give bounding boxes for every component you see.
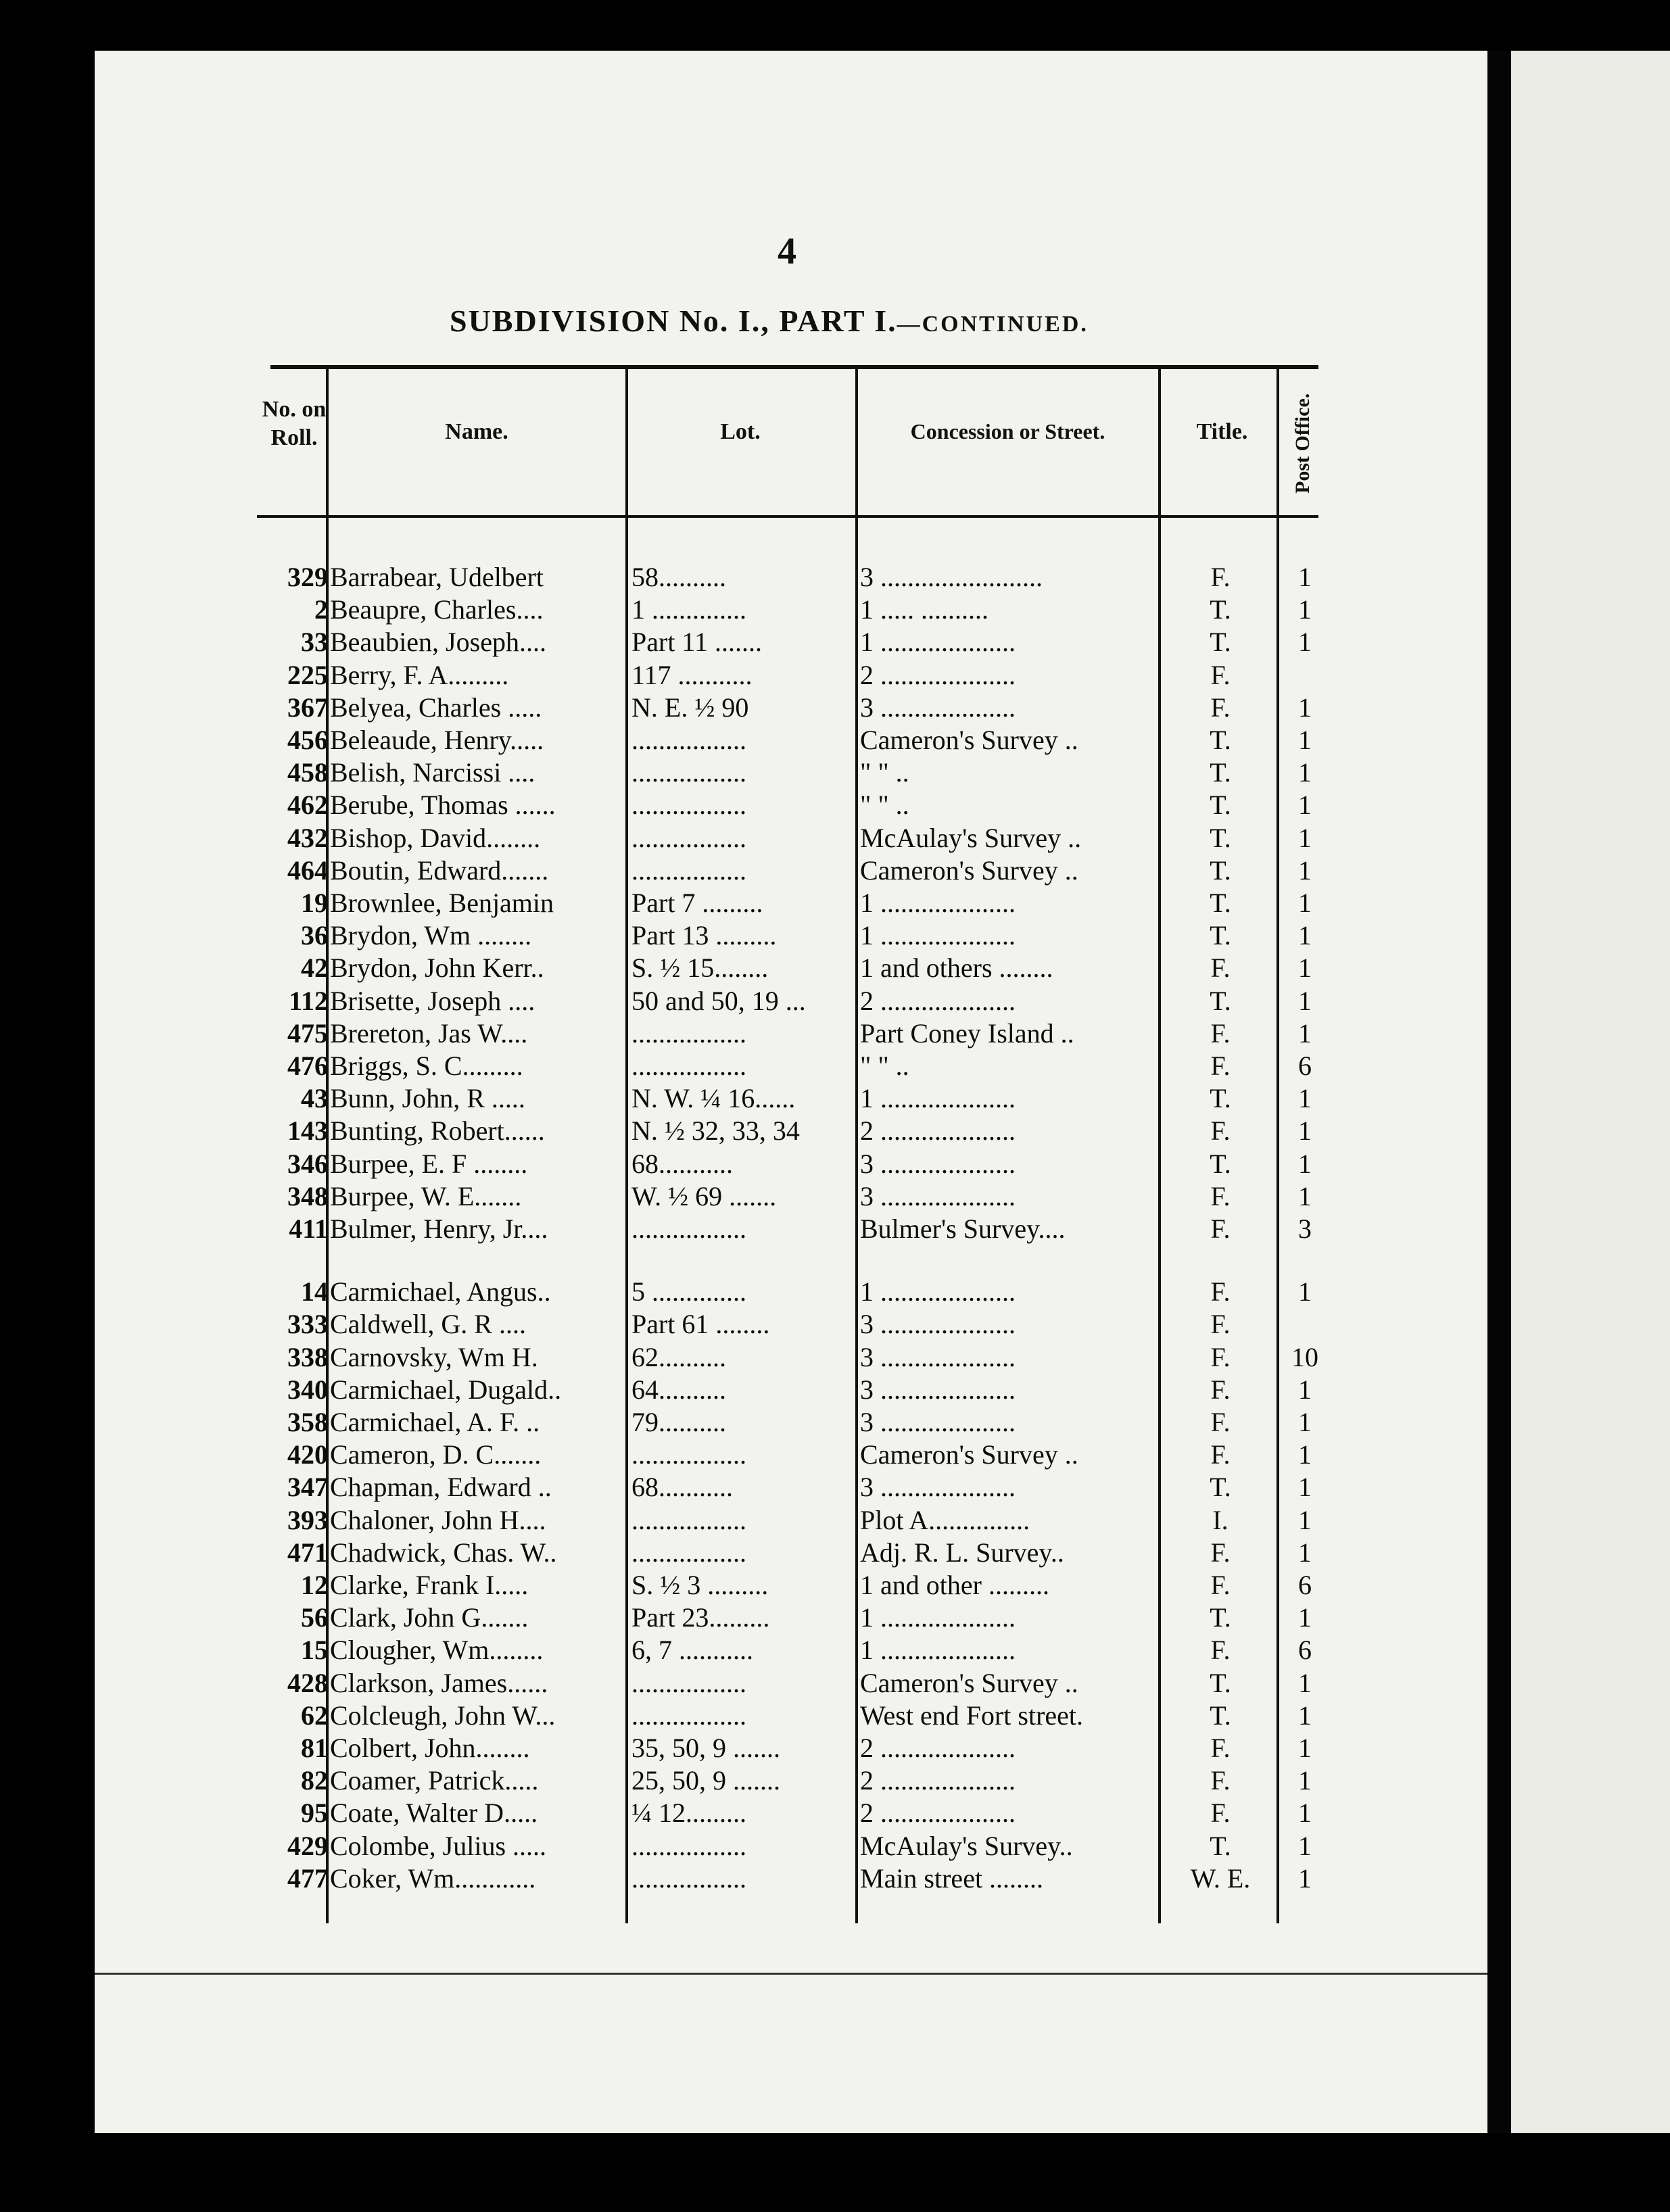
- elector-name: Boutin, Edward.......: [330, 855, 549, 886]
- title-cell: F.: [1210, 1570, 1231, 1600]
- elector-name: Coamer, Patrick.....: [330, 1765, 539, 1796]
- post-office-cell: 1: [1298, 953, 1312, 984]
- title-cell: F.: [1210, 1115, 1231, 1147]
- column-divider: [1158, 368, 1161, 1923]
- concession-cell: West end Fort street.: [860, 1700, 1084, 1731]
- header-concession: Concession or Street.: [910, 419, 1105, 443]
- title-cell: F.: [1210, 1180, 1231, 1211]
- title-cell: F.: [1210, 1798, 1231, 1829]
- lot-cell: 68...........: [631, 1148, 733, 1179]
- elector-name: Burpee, E. F ........: [330, 1148, 528, 1179]
- roll-number: 367: [287, 692, 328, 723]
- title-cell: F.: [1210, 692, 1231, 723]
- post-office-cell: 1: [1298, 1115, 1312, 1147]
- title-cell: F.: [1210, 1374, 1231, 1405]
- post-office-cell: 1: [1298, 1083, 1312, 1114]
- post-office-cell: 1: [1298, 757, 1312, 788]
- concession-cell: 1 ....................: [860, 920, 1016, 951]
- concession-cell: 3 ........................: [860, 562, 1043, 592]
- post-office-cell: 1: [1298, 1830, 1312, 1861]
- title-cell: F.: [1210, 1213, 1231, 1244]
- concession-cell: 2 ....................: [860, 1798, 1016, 1829]
- roll-number: 15: [301, 1635, 328, 1666]
- elector-name: Beaupre, Charles....: [330, 594, 544, 625]
- post-office-cell: 1: [1298, 1472, 1312, 1503]
- post-office-cell: 1: [1298, 1148, 1312, 1179]
- title-cell: T.: [1210, 1083, 1231, 1114]
- concession-cell: Part Coney Island ..: [860, 1017, 1074, 1049]
- elector-name: Brisette, Joseph ....: [330, 985, 535, 1016]
- elector-name: Coate, Walter D.....: [330, 1798, 538, 1829]
- elector-name: Brydon, John Kerr..: [330, 953, 544, 984]
- lot-cell: 1 ..............: [631, 594, 746, 625]
- post-office-cell: 1: [1298, 855, 1312, 886]
- elector-name: Colbert, John........: [330, 1733, 530, 1763]
- concession-cell: Adj. R. L. Survey..: [860, 1537, 1064, 1568]
- concession-cell: 1 ....................: [860, 1635, 1016, 1666]
- lot-cell: N. W. ¼ 16......: [631, 1083, 796, 1114]
- lot-cell: 62..........: [631, 1341, 726, 1372]
- roll-number: 19: [301, 888, 328, 918]
- roll-number: 476: [287, 1051, 328, 1081]
- post-office-cell: 6: [1298, 1051, 1312, 1081]
- post-office-cell: 1: [1298, 725, 1312, 755]
- title-cell: T.: [1210, 920, 1231, 951]
- concession-cell: " " ..: [860, 1051, 909, 1081]
- lot-cell: 117 ...........: [631, 659, 753, 690]
- post-office-cell: 1: [1298, 1733, 1312, 1763]
- header-roll: No. on Roll.: [262, 397, 327, 450]
- lot-cell: .................: [631, 1439, 746, 1470]
- concession-cell: 3 ....................: [860, 1148, 1016, 1179]
- post-office-cell: 1: [1298, 692, 1312, 723]
- title-cell: T.: [1210, 757, 1231, 788]
- elector-name: Chadwick, Chas. W..: [330, 1537, 557, 1568]
- title-cell: F.: [1210, 1341, 1231, 1372]
- concession-cell: 1 and others ........: [860, 953, 1053, 984]
- title-cell: T.: [1210, 822, 1231, 853]
- roll-number: 36: [301, 920, 328, 951]
- elector-name: Clarke, Frank I.....: [330, 1570, 529, 1600]
- post-office-cell: 1: [1298, 985, 1312, 1016]
- elector-name: Clark, John G.......: [330, 1602, 529, 1633]
- elector-name: Brydon, Wm ........: [330, 920, 532, 951]
- roll-number: 458: [287, 757, 328, 788]
- roll-number: 2: [314, 594, 328, 625]
- page-number: 4: [778, 231, 796, 272]
- elector-name: Chaloner, John H....: [330, 1504, 546, 1535]
- concession-cell: Bulmer's Survey....: [860, 1213, 1066, 1244]
- roll-number: 358: [287, 1407, 328, 1437]
- title-cell: T.: [1210, 594, 1231, 625]
- elector-name: Belish, Narcissi ....: [330, 757, 535, 788]
- concession-cell: Cameron's Survey ..: [860, 1667, 1078, 1698]
- roll-number: 82: [301, 1765, 328, 1796]
- post-office-cell: 1: [1298, 1765, 1312, 1796]
- roll-number: 95: [301, 1798, 328, 1829]
- elector-name: Brownlee, Benjamin: [330, 888, 554, 918]
- elector-name: Berube, Thomas ......: [330, 790, 556, 821]
- elector-name: Carmichael, A. F. ..: [330, 1407, 540, 1437]
- post-office-cell: 1: [1298, 1862, 1312, 1894]
- roll-number: 456: [287, 725, 328, 755]
- post-office-cell: 1: [1298, 822, 1312, 853]
- roll-number: 475: [287, 1017, 328, 1049]
- title-cell: F.: [1210, 1017, 1231, 1049]
- adjacent-page-edge: [1511, 51, 1670, 2133]
- elector-name: Bunting, Robert......: [330, 1115, 545, 1147]
- roll-number: 432: [287, 822, 328, 853]
- title-cell: T.: [1210, 1602, 1231, 1633]
- elector-name: Beaubien, Joseph....: [330, 627, 546, 658]
- lot-cell: .................: [631, 1504, 746, 1535]
- roll-number: 464: [287, 855, 328, 886]
- title-cell: I.: [1212, 1504, 1228, 1535]
- concession-cell: 3 ....................: [860, 1309, 1016, 1340]
- concession-cell: 1 ....................: [860, 1276, 1016, 1307]
- lot-cell: Part 11 .......: [631, 627, 762, 658]
- roll-number: 393: [287, 1504, 328, 1535]
- lot-cell: .................: [631, 1667, 746, 1698]
- title-cell: F.: [1210, 1309, 1231, 1340]
- concession-cell: Cameron's Survey ..: [860, 855, 1078, 886]
- title-cell: T.: [1210, 1830, 1231, 1861]
- lot-cell: .................: [631, 1862, 746, 1894]
- roll-number: 42: [301, 953, 328, 984]
- post-office-cell: 6: [1298, 1635, 1312, 1666]
- post-office-cell: 10: [1291, 1341, 1318, 1372]
- lot-cell: S. ½ 15........: [631, 953, 769, 984]
- lot-cell: 6, 7 ...........: [631, 1635, 753, 1666]
- title-cell: T.: [1210, 725, 1231, 755]
- roll-number: 338: [287, 1341, 328, 1372]
- concession-cell: 1 ....................: [860, 1083, 1016, 1114]
- title-cell: F.: [1210, 1051, 1231, 1081]
- elector-name: Burpee, W. E.......: [330, 1180, 522, 1211]
- lot-cell: .................: [631, 757, 746, 788]
- header-name: Name.: [445, 419, 508, 444]
- concession-cell: McAulay's Survey..: [860, 1830, 1073, 1861]
- roll-number: 14: [301, 1276, 328, 1307]
- title-cell: F.: [1210, 1537, 1231, 1568]
- title-cell: F.: [1210, 953, 1231, 984]
- elector-name: Colombe, Julius .....: [330, 1830, 547, 1861]
- title-cell: T.: [1210, 1148, 1231, 1179]
- lot-cell: 58..........: [631, 562, 726, 592]
- title-cell: T.: [1210, 1472, 1231, 1503]
- concession-cell: 1 and other .........: [860, 1570, 1049, 1600]
- title-cell: T.: [1210, 1700, 1231, 1731]
- roll-number: 225: [287, 659, 328, 690]
- title-main: SUBDIVISION No. I., PART I.: [450, 304, 897, 338]
- elector-name: Beleaude, Henry.....: [330, 725, 544, 755]
- elector-name: Bishop, David........: [330, 822, 541, 853]
- concession-cell: Cameron's Survey ..: [860, 1439, 1078, 1470]
- post-office-cell: 1: [1298, 1374, 1312, 1405]
- table-top-rule: [270, 365, 1318, 369]
- lot-cell: .................: [631, 855, 746, 886]
- lot-cell: Part 13 .........: [631, 920, 777, 951]
- elector-name: Berry, F. A.........: [330, 659, 509, 690]
- title-cell: F.: [1210, 1765, 1231, 1796]
- title-continued: —CONTINUED.: [897, 312, 1089, 337]
- roll-number: 471: [287, 1537, 328, 1568]
- page-gutter: [1487, 51, 1511, 2133]
- lot-cell: N. ½ 32, 33, 34: [631, 1115, 800, 1147]
- lot-cell: ¼ 12.........: [631, 1798, 746, 1829]
- post-office-cell: 1: [1298, 1700, 1312, 1731]
- concession-cell: 3 ....................: [860, 692, 1016, 723]
- elector-name: Briggs, S. C.........: [330, 1051, 523, 1081]
- roll-number: 340: [287, 1374, 328, 1405]
- concession-cell: 3 ....................: [860, 1472, 1016, 1503]
- post-office-cell: 1: [1298, 1439, 1312, 1470]
- lot-cell: 50 and 50, 19 ...: [631, 985, 806, 1016]
- concession-cell: 2 ....................: [860, 659, 1016, 690]
- title-cell: F.: [1210, 1276, 1231, 1307]
- header-lot: Lot.: [720, 419, 761, 444]
- title-cell: F.: [1210, 1439, 1231, 1470]
- title-cell: T.: [1210, 888, 1231, 918]
- concession-cell: 1 ....................: [860, 627, 1016, 658]
- title-cell: W. E.: [1190, 1862, 1251, 1894]
- elector-name: Carmichael, Angus..: [330, 1276, 551, 1307]
- elector-name: Cameron, D. C.......: [330, 1439, 542, 1470]
- elector-name: Colcleugh, John W...: [330, 1700, 556, 1731]
- roll-number: 420: [287, 1439, 328, 1470]
- roll-number: 347: [287, 1472, 328, 1503]
- concession-cell: " " ..: [860, 790, 909, 821]
- elector-name: Bunn, John, R .....: [330, 1083, 525, 1114]
- roll-number: 112: [289, 985, 328, 1016]
- page-title: [450, 303, 1089, 339]
- lot-cell: S. ½ 3 .........: [631, 1570, 769, 1600]
- lot-cell: 68...........: [631, 1472, 733, 1503]
- concession-cell: " " ..: [860, 757, 909, 788]
- post-office-cell: 1: [1298, 1180, 1312, 1211]
- post-office-cell: 1: [1298, 1798, 1312, 1829]
- concession-cell: 1 ....................: [860, 888, 1016, 918]
- lot-cell: 35, 50, 9 .......: [631, 1733, 780, 1763]
- lot-cell: .................: [631, 790, 746, 821]
- elector-name: Bulmer, Henry, Jr....: [330, 1213, 548, 1244]
- roll-number: 329: [287, 562, 328, 592]
- roll-number: 143: [287, 1115, 328, 1147]
- title-cell: T.: [1210, 855, 1231, 886]
- lot-cell: 25, 50, 9 .......: [631, 1765, 780, 1796]
- title-cell: F.: [1210, 1635, 1231, 1666]
- lot-cell: Part 7 .........: [631, 888, 763, 918]
- concession-cell: 1 ....................: [860, 1602, 1016, 1633]
- post-office-cell: 1: [1298, 594, 1312, 625]
- lot-cell: .................: [631, 1537, 746, 1568]
- lot-cell: .................: [631, 725, 746, 755]
- concession-cell: 2 ....................: [860, 1733, 1016, 1763]
- elector-name: Caldwell, G. R ....: [330, 1309, 526, 1340]
- roll-number: 333: [287, 1309, 328, 1340]
- concession-cell: Plot A...............: [860, 1504, 1030, 1535]
- post-office-cell: 1: [1298, 1602, 1312, 1633]
- lot-cell: Part 61 ........: [631, 1309, 770, 1340]
- roll-number: 62: [301, 1700, 328, 1731]
- title-cell: F.: [1210, 1733, 1231, 1763]
- elector-name: Barrabear, Udelbert: [330, 562, 544, 592]
- post-office-cell: 6: [1298, 1570, 1312, 1600]
- roll-number: 428: [287, 1667, 328, 1698]
- roll-number: 81: [301, 1733, 328, 1763]
- title-cell: F.: [1210, 1407, 1231, 1437]
- lot-cell: 79..........: [631, 1407, 726, 1437]
- column-divider: [855, 368, 858, 1923]
- roll-number: 348: [287, 1180, 328, 1211]
- concession-cell: Main street ........: [860, 1862, 1044, 1894]
- title-cell: T.: [1210, 790, 1231, 821]
- title-cell: T.: [1210, 1667, 1231, 1698]
- roll-number: 56: [301, 1602, 328, 1633]
- post-office-cell: 1: [1298, 1667, 1312, 1698]
- post-office-cell: 1: [1298, 1504, 1312, 1535]
- elector-name: Carmichael, Dugald..: [330, 1374, 562, 1405]
- roll-number: 346: [287, 1148, 328, 1179]
- post-office-cell: 3: [1298, 1213, 1312, 1244]
- header-title: Title.: [1196, 419, 1248, 444]
- elector-name: Belyea, Charles .....: [330, 692, 542, 723]
- roll-number: 429: [287, 1830, 328, 1861]
- elector-name: Chapman, Edward ..: [330, 1472, 552, 1503]
- lot-cell: N. E. ½ 90: [631, 692, 749, 723]
- roll-number: 411: [289, 1213, 328, 1244]
- title-cell: T.: [1210, 627, 1231, 658]
- lot-cell: .................: [631, 1051, 746, 1081]
- elector-name: Coker, Wm............: [330, 1862, 536, 1894]
- header-post-office-label: Post Office.: [1291, 393, 1314, 494]
- lot-cell: .................: [631, 1830, 746, 1861]
- concession-cell: McAulay's Survey ..: [860, 822, 1082, 853]
- elector-name: Brereton, Jas W....: [330, 1017, 528, 1049]
- page-bottom-rule: [95, 1973, 1487, 1975]
- roll-number: 477: [287, 1862, 328, 1894]
- post-office-cell: 1: [1298, 1276, 1312, 1307]
- lot-cell: Part 23.........: [631, 1602, 770, 1633]
- post-office-cell: 1: [1298, 1407, 1312, 1437]
- concession-cell: 2 ....................: [860, 985, 1016, 1016]
- header-post-office: [1277, 379, 1331, 507]
- roll-number: 12: [301, 1570, 328, 1600]
- concession-cell: 2 ....................: [860, 1115, 1016, 1147]
- lot-cell: 5 ..............: [631, 1276, 746, 1307]
- post-office-cell: 1: [1298, 920, 1312, 951]
- title-cell: F.: [1210, 562, 1231, 592]
- lot-cell: .................: [631, 1017, 746, 1049]
- roll-number: 462: [287, 790, 328, 821]
- roll-number: 33: [301, 627, 328, 658]
- concession-cell: 2 ....................: [860, 1765, 1016, 1796]
- title-cell: F.: [1210, 659, 1231, 690]
- concession-cell: 1 ..... ..........: [860, 594, 988, 625]
- elector-name: Clougher, Wm........: [330, 1635, 544, 1666]
- lot-cell: W. ½ 69 .......: [631, 1180, 777, 1211]
- lot-cell: 64..........: [631, 1374, 726, 1405]
- concession-cell: Cameron's Survey ..: [860, 725, 1078, 755]
- post-office-cell: 1: [1298, 1017, 1312, 1049]
- post-office-cell: 1: [1298, 888, 1312, 918]
- lot-cell: .................: [631, 1700, 746, 1731]
- concession-cell: 3 ....................: [860, 1407, 1016, 1437]
- title-cell: T.: [1210, 985, 1231, 1016]
- roll-number: 43: [301, 1083, 328, 1114]
- elector-name: Clarkson, James......: [330, 1667, 548, 1698]
- lot-cell: .................: [631, 822, 746, 853]
- elector-name: Carnovsky, Wm H.: [330, 1341, 538, 1372]
- concession-cell: 3 ....................: [860, 1374, 1016, 1405]
- post-office-cell: 1: [1298, 562, 1312, 592]
- post-office-cell: 1: [1298, 1537, 1312, 1568]
- lot-cell: .................: [631, 1213, 746, 1244]
- concession-cell: 3 ....................: [860, 1180, 1016, 1211]
- post-office-cell: 1: [1298, 627, 1312, 658]
- concession-cell: 3 ....................: [860, 1341, 1016, 1372]
- post-office-cell: 1: [1298, 790, 1312, 821]
